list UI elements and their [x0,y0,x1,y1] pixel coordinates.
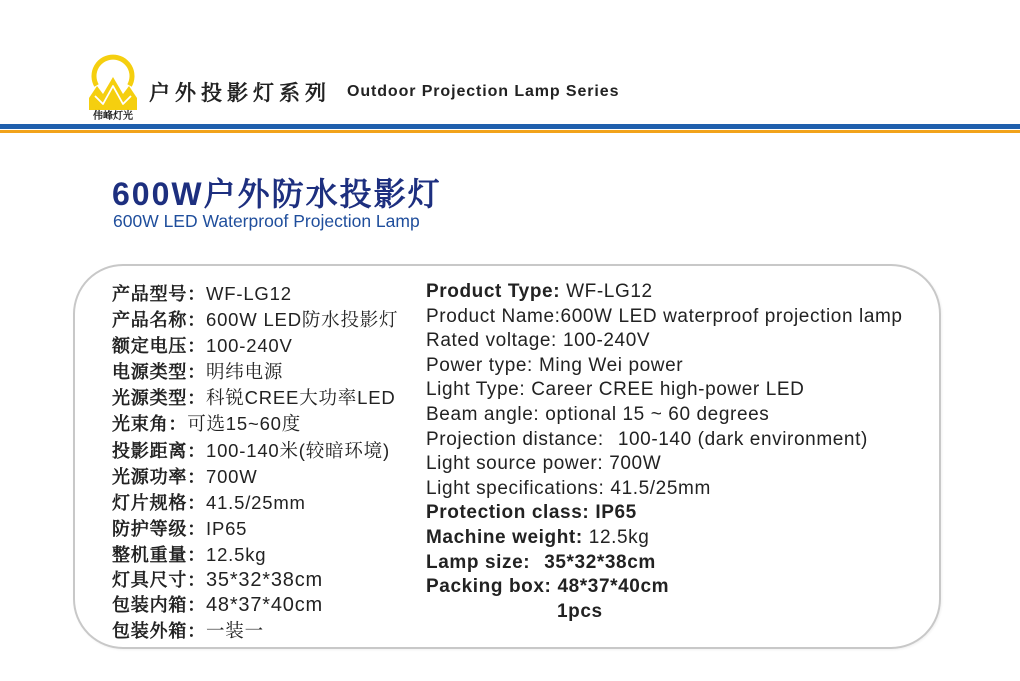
spec-value: 41.5/25mm [206,491,306,513]
spec-label: Power type: [426,354,533,376]
spec-value: 600W LED waterproof projection lamp [560,305,903,327]
spec-label: Lamp size: [426,551,531,573]
spec-value: 48*37*40cm [206,594,323,617]
spec-row-product-type-en [426,280,903,305]
spec-row-protection-class-en [426,501,903,526]
spec-value: 600W LED防水投影灯 [206,309,399,331]
spec-row-beam-angle-en [426,403,903,428]
spec-label: 电源类型： [112,362,206,383]
spec-label: 灯具尺寸： [112,570,206,591]
spec-label: Packing box: [426,576,552,598]
spec-row-outer-box-cn [112,618,398,644]
spec-label: Light Type: [426,379,526,401]
spec-value: 700W [609,453,662,475]
brand-logo-icon [86,52,140,110]
spec-value: 35*32*38cm [544,551,656,573]
spec-value: IP65 [595,502,637,524]
spec-label: Protection class: [426,502,590,524]
spec-label: 光源功率： [112,466,206,487]
spec-value: 100-140米(较暗环境) [206,439,390,461]
spec-row-product-model-cn [112,281,398,307]
spec-list-en [426,280,903,624]
spec-row-beam-angle-cn [112,411,398,437]
spec-label: 产品名称： [112,310,206,331]
spec-label: 整机重量： [112,544,206,565]
spec-row-power-type-cn [112,359,398,385]
spec-row-machine-weight-en [426,526,903,551]
header-rule-blue [0,124,1020,129]
spec-row-protection-class-cn [112,516,398,542]
series-title-cn: 户外投影灯系列 [149,82,331,105]
spec-value: 12.5kg [588,526,650,548]
spec-row-light-specifications-en [426,477,903,502]
spec-value: 科锐CREE大功率LED [206,387,396,409]
spec-row-light-type-en [426,378,903,403]
spec-value: Career CREE high-power LED [531,379,805,401]
spec-row-rated-voltage-cn [112,333,398,359]
series-title-en: Outdoor Projection Lamp Series [347,83,620,100]
spec-label: Projection distance: [426,428,604,450]
spec-row-lamp-size-en [426,551,903,576]
spec-label: 防护等级： [112,518,206,539]
spec-row-weight-cn [112,542,398,568]
spec-row-packing-box-en [426,575,903,600]
spec-value: WF-LG12 [206,283,292,304]
spec-row-projection-distance-en [426,428,903,453]
spec-row-inner-box-cn [112,593,398,618]
spec-label: Light specifications: [426,477,605,499]
spec-label: 包装外箱： [112,621,206,642]
lamp-mountain-logo-icon [86,52,140,110]
spec-row-product-name-en [426,305,903,330]
spec-value: Ming Wei power [538,354,684,376]
spec-value: 一装一 [206,620,264,642]
spec-row-light-power-cn [112,464,398,490]
packing-box-qty-note: 1pcs [557,600,603,622]
product-title-cn: 600W户外防水投影灯 [112,176,442,212]
spec-label: Rated voltage: [426,330,557,352]
spec-row-product-name-cn [112,307,398,333]
spec-row-light-type-cn [112,385,398,411]
spec-row-power-type-en [426,354,903,379]
spec-value: WF-LG12 [566,281,653,302]
spec-value: 可选15~60度 [187,413,302,435]
spec-label: Light source power: [426,453,604,475]
spec-row-projection-distance-cn [112,438,398,464]
spec-label: 光源类型： [112,388,206,409]
product-title-en: 600W LED Waterproof Projection Lamp [113,211,420,231]
spec-value: 100-240V [206,335,293,357]
header-rule-orange [0,130,1020,133]
spec-value: 700W [206,465,258,487]
spec-label: 产品型号： [112,284,206,304]
spec-value: 41.5/25mm [610,477,711,499]
spec-label: 投影距离： [112,440,206,461]
spec-row-lamp-size-cn [112,568,398,593]
brand-name: 伟峰灯光 [93,111,133,122]
spec-value: 35*32*38cm [206,569,323,592]
spec-value: 100-140 (dark environment) [617,428,868,450]
spec-value: 12.5kg [206,543,267,565]
spec-value: IP65 [206,517,248,539]
spec-label: 额定电压： [112,336,206,357]
spec-label: 包装内箱： [112,595,206,616]
spec-row-light-source-power-en [426,452,903,477]
spec-row-rated-voltage-en [426,329,903,354]
spec-label: Product Name: [426,305,561,327]
spec-value: 明纬电源 [206,361,284,383]
spec-label: 灯片规格： [112,492,206,513]
spec-label: Beam angle: [426,403,540,425]
spec-label: Product Type: [426,281,561,302]
spec-row-gobo-spec-cn [112,490,398,516]
spec-label: Machine weight: [426,526,583,548]
spec-label: 光束角： [112,414,188,435]
spec-value: 48*37*40cm [557,576,670,598]
spec-value: 100-240V [562,330,651,352]
spec-list-cn [112,281,398,644]
spec-value: optional 15 ~ 60 degrees [545,403,770,425]
